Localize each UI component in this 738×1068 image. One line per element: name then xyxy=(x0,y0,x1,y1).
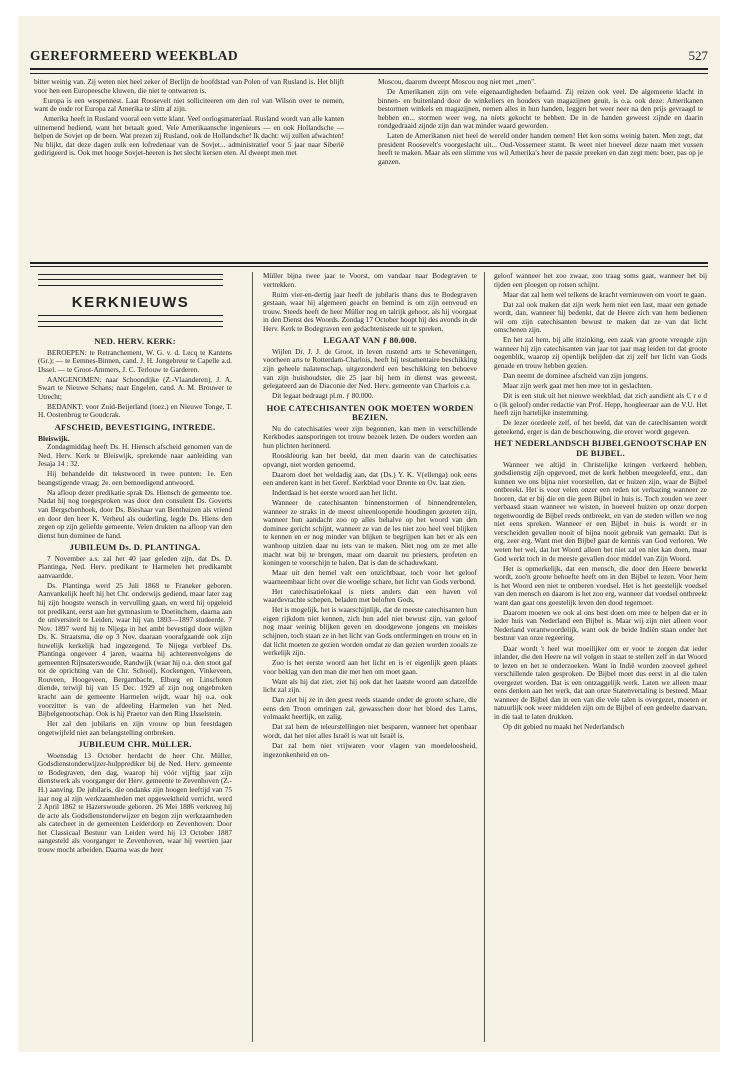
paragraph: Dan ziet hij ze in den geest reeds staande onder de groote schare, die eens den Troon omringen zal, gewasschen door het bloed des Lams, volmaakt heerlijk, en zalig. xyxy=(263,695,477,722)
paragraph: Op dit gebied nu maakt het Nederlandsch xyxy=(503,721,625,731)
paragraph: De Amerikanen zijn om vele eigenaardigheden befaamd. Zij reizen ook veel. De algemeene klacht in binnen- en buitenland door de winkeliers en houders van magazijnen geuit, is o.a. ook deze: Amerikanen bestormen winkels en magazijnen, nemen alles in hun handen, leggen het weer neer na den prijs gevraagd te hebben en... stormen weer weg, na niets gekocht te hebben. De in de handen geweest zijnde en daarin rondgedraaid zijnde zijn dan wat minder waard geworden. xyxy=(378,87,703,131)
section-divider-thin xyxy=(30,266,708,267)
paragraph: Wanneer we altijd in Christelijke kringen verkeerd hebben, godsdienstig zijn opgevoed, met de kerk hebben meegeleefd, enz., dan kunnen we ons bijna niet voorstellen, dat er huizen zijn, waar de Bijbel ontbreekt. Het is voor velen onzer een reden tot verbazing wanneer ze hooren, dat er bij die en die geen Bijbel in huis is. Toch zouden we zeer verbaasd staan wanneer we wisten, in hoeveel huizen op onze dorpen tegenwoordig de Bijbel reeds ontbreekt, en van de steden willen we nog niet eens spreken. Wanneer er een Bijbel in huis is wordt er in verscheiden gevallen nooit of bijna nooit gebruik van gemaakt. Dat is erg, zeer erg. Want met den Bijbel gaat de kennis van God verloren. We weten het wel, dat het Woord alleen het niet zal en niet kan doen, maar God werkt toch in de meeste gevallen door middel van Zijn Woord. xyxy=(494,459,707,563)
paragraph: Europa is een wespennest. Laat Roosevelt niet solliciteeren om den rol van Wilson over te nemen, want de oude rot Europa zal Amerika te slim af zijn. xyxy=(34,95,344,114)
article-column-3 xyxy=(494,272,707,1042)
column-divider xyxy=(484,272,485,1042)
article-heading: NED. HERV. KERK: xyxy=(94,336,176,346)
paragraph: Want als hij dat ziet, ziet hij ook dat het laatste woord aan datzelfde licht zal zijn. xyxy=(263,676,477,695)
paragraph: BEDANKT: voor Zuid-Beijerland (toez.) en Nieuwe Tonge, T. H. Oostenbrug te Goudcrak. xyxy=(38,401,232,420)
paragraph: bitter weinig van. Zij weten niet heel zeker of Berlijn de hoofdstad van Polen of van Rusland is. Het blijft voor hen een Europeesche kluwen, die niet te ontwarren is. xyxy=(34,78,344,95)
article-heading: Bleiswijk. xyxy=(38,433,70,443)
paragraph: Het is mogelijk, het is waarschijnlijk, dat de meeste catechisanten hun eigen rijkdom niet kennen, zich hun adel niet bewust zijn, van geloof nog maar weinig blijken geven en doodgewone jongens en meiskes schijnen, toch staan ze in het licht van Gods ontfermingen en trouw en in dat licht moeten ze gezien worden omdat ze dan gezien worden zooals ze werkelijk zijn. xyxy=(263,605,477,658)
header-rule xyxy=(38,326,223,327)
paragraph: Dat zal hem niet vrijwaren voor vlagen van moedeloosheid, ingezonkenheid en on- xyxy=(263,741,477,759)
paragraph: Het catechisatielokaal is niets anders dan een haven vol waardevrachte schepen, beladen met beloften Gods. xyxy=(263,586,477,605)
header-rule xyxy=(38,274,223,275)
paragraph: Inderdaad is het eerste woord aan het licht. xyxy=(272,488,398,498)
article-heading: HOE CATECHISANTEN OOK MOETEN WORDEN BEZIEN. xyxy=(266,402,474,423)
paragraph: Wanneer de catechisanten binnenstormen of binnendrentelen, wanneer ze straks in de meest uiteenloopende houdingen gezeten zijn, wanneer hun aandacht zoo op alles behalve op het woord van den dominee gericht schijnt, wanneer ze van de les niet zoo heel veel blijken te kennen en er nog minder van blijken te begrijpen kan het er als een wanhoop uitzien daar nu iets van te maken. Niet nog om ze met alle macht wat bij te brengen, maar om daaruit nu priesters, profeten en koningen te voorschijn te halen. Dat is dan de schaduwkant. xyxy=(263,498,477,568)
masthead-rule-thin xyxy=(30,73,708,74)
paragraph: Na afloop dezer predikatie sprak Ds. Hiensch de gemeente toe. Nadat hij nog toegesproken was door den consulent Ds. Goverts van Bergschenhoek, door Ds. Bieshaar van Benthuizen als vriend en door den heer K. Verheul als ouderling, legde Ds. Hiens den zegen op zijn geliefde gemeente. Velen drukten na afloop van den dienst hun dominee de hand. xyxy=(38,487,232,540)
article-heading: LEGAAT VAN ƒ 80.000. xyxy=(323,335,417,346)
header-rule xyxy=(38,279,223,280)
paragraph: Dit is een stuk uit het nieuwe weekblad, dat zich aandient als C r e d o (ik geloof) onder redactie van Prof. Hepp, hoogleeraar aan de V.U. Het heeft zijn hartelijke instemming. xyxy=(494,391,707,418)
column-divider xyxy=(252,272,253,1042)
article-heading: JUBILEUM CHR. MüLLER. xyxy=(78,739,192,750)
paragraph: Het zal den jubilaris en zijn vrouw op hun feestdagen ongetwijfeld niet aan belangstelling ontbreken. xyxy=(38,719,232,737)
paragraph: Dan neemt de dominee afscheid van zijn jongens. xyxy=(503,371,649,381)
masthead-rule xyxy=(30,68,708,70)
article-heading: AFSCHEID, BEVESTIGING, INTREDE. xyxy=(54,421,216,432)
paragraph: 7 November a.s. zal het 40 jaar geleden zijn, dat Ds. D. Plantinga, Ned. Herv. predikant te Harmelen het predikambt aanvaardde. xyxy=(38,553,232,580)
paragraph: Maar uit den hemel valt een onzichtbaar, toch voor het geloof waarneembaar licht over die woelige schare, het licht van Gods verbond. xyxy=(263,568,477,586)
paragraph: BEROEPEN: te Retranchement, W. G. v. d. Lecq te Kantens (Gr.); — te Eemnes-Binnen, cand. J. H. Jongebreur te Capelle a.d. IJssel. — te Groot-Ammers, J. C. Terlouw te Garderen. xyxy=(38,347,232,374)
paragraph: Laten de Amerikanen niet heel de wereld onder handen nemen! Het kon soms weinig baten. Men zegt, dat president Roosevelt's voorgeslacht uit... Oud-Vossemeer stamt. Ik weet niet hoeveel deze naam met vossen heeft te maken. Maar als een slimme vos wil Amerika's heer de passie preeken en dan zegt men: boer, pas op je ganzen. xyxy=(378,131,703,166)
top-article-column-1 xyxy=(34,78,344,206)
article-column-1 xyxy=(38,334,232,1042)
paragraph: Daarom moeten we ook al ons best doen om mee te helpen dat er in ieder huis van Nederland een Bijbel is. Maar wij zijn niet alleen voor Nederland verantwoordelijk, want ook de beide Indiën staan onder het bestuur van onze regeering. xyxy=(494,607,707,643)
paragraph: Dat zal hem de teleurstellingen niet besparen, wanneer het openbaar wordt, dat het niet alles Israël is wat uit Israël is. xyxy=(263,722,477,740)
article-heading: JUBILEUM Ds. D. PLANTINGA. xyxy=(69,542,201,553)
paragraph: Dat zal ook maken dat zijn werk hem niet een last, maar een genade wordt, dan, wanneer hij bedenkt, dat de Heere zich van hem bedienen wil om zijn catechisanten bewust te maken dat ze van dat licht omschenen zijn. xyxy=(494,299,707,335)
paragraph: Rooskleurig kan het beeld, dat men daarin van de catechisaties opvangt, niet worden genoemd. xyxy=(263,451,477,469)
paragraph: Müller bijna twee jaar te Voorst, om vandaar naar Bodegraven te vertrekken. xyxy=(263,272,477,289)
paragraph: geloof wanneer het zoo zwaar, zoo traag soms gaat, wanneer het bij tijden een ploegen op rotsen schijnt. xyxy=(494,272,707,289)
kerknieuws-header xyxy=(38,272,223,328)
paragraph: Daar wordt 't heel wat moeilijker om er voor te zorgen dat ieder inlander, die den Heere na wil volgen in staat te stellen zelf in dat Woord te lezen en het te onderzoeken. Want in Indië worden zooveel geheel verschillende talen gesproken. De Bijbel moet dus eerst in al die talen overgezet worden. Dat is een ontzaggelijk werk. Laten we alleen maar eens denken aan het werk, dat aan onze Statenvertaling is besteed. Maar wanneer de Bijbel dan in een van die vele talen is overgezet, moeten er natuurlijk ook weer middelen zijn om de Bijbel of een gedeelte daarvan, in die taal te laten drukken. xyxy=(494,643,707,721)
paragraph: Zoo is het eerste woord aan het licht en is er eigenlijk geen plaats voor beklag van den man die met hen om moet gaan. xyxy=(263,658,477,676)
paragraph: Wijlen Dr. J. J. de Groot, in leven rustend arts te Scheveningen, voorheen arts te Rotterdam-Charlois, heeft bij testamentaire beschikking zijn geheele nalatenschap, uitgezonderd een beschikking ten behoeve van zijn huishoudster, die 25 jaar bij hem in dienst was geweest, gelegateerd aan de Diaconie der Ned. Herv. gemeente van Charlois c.a. xyxy=(263,346,477,391)
newspaper-page xyxy=(18,16,720,1052)
article-column-2 xyxy=(263,272,477,1042)
paragraph: En het zal hem, bij alle inzinking, een zaak van groote vreugde zijn wanneer hij zijn catechisanten van jaar tot jaar mag leiden tot dat groote oogenblik, waarop zij openlijk belijden dat zij zelf het licht van Gods genade en trouw hebben gezien. xyxy=(494,335,707,370)
section-title: KERKNIEUWS xyxy=(71,294,190,311)
paragraph: Ds. Plantinga werd 25 Juli 1868 te Franeker geboren. Aanvankelijk heeft hij het Chr. onderwijs gediend, maar later zag hij zijn hoogste wensch in vervulling gaan, en werd hij opgeleid tot predikant, eerst aan het gymnasium te Doetinchem, daarna aan de universiteit te Leiden, waar hij van 1893—1897 studeerde. 7 Nov. 1897 werd hij te Nijega in het ambt bevestigd door wijlen Ds. K. Straatsma, die op 3 Nov. daaraan voorafgaande ook zijn huwelijk kerkelijk had ingezegend. Te Nijega verbleef Ds. Plantinga ongeveer 4 jaren, waarna hij achtereenvolgens de gemeenten Rijnsaterswoude, Randwijk (waar hij o.a. den stoot gaf tot de oprichting van de Chr. School), Kockengen, Vinkeveen, Rouveen, Hoogeveen, Bergambacht, Elburg en Linschoten diende, terwijl hij van 15 Dec. 1929 af zijn nog ongebroken kracht aan de gemeente Harmelen wijdt, waar hij o.a. ook voorzitter is van de afdeeling Harmelen van het Ned. Bijbelgenootschap. Ook is hij Praetor van den Ring IJsselstein. xyxy=(38,580,232,719)
top-article-column-2 xyxy=(378,78,703,206)
paragraph: AANGENOMEN: naar Schoondijke (Z.-Vlaanderen), J. A. Swart te Nieuwe Schans; naar Engelen, cand. A. M. Brouwer te Utrecht; xyxy=(38,374,232,401)
masthead xyxy=(30,44,708,66)
paragraph: Maar dat zal hem wel telkens de kracht vernieuwen om voort te gaan. xyxy=(503,289,707,299)
header-rule xyxy=(38,285,223,286)
paragraph: Zondagmiddag heeft Ds. H. Hiensch afscheid genomen van de Ned. Herv. Kerk te Bleiswijk, sprekende naar aanleiding van Jesaja 14 : 32. xyxy=(38,442,232,469)
paragraph: Hij behandelde dit tekstwoord in twee punten: 1e. Een beangstigende vraag; 2e. een bemoedigend antwoord. xyxy=(38,469,232,487)
paragraph: Woensdag 13 October herdacht de heer Chr. Müller, Godsdienstonderwijzer-hulpprediker bij de Ned. Herv. gemeente te Bodegraven, den dag, waarop hij vóór vijftig jaar zijn dienstwerk als voorganger der Herv. gemeente te Zevenhoven (Z.-H.) aanving. De jubilaris, die ondanks zijn hoogen leeftijd van 75 jaar nog al zijn werkzaamheden met opgewektheid verricht, werd 2 April 1862 te Hazerswoude geboren. 26 Mei 1886 verkreeg hij de acte als Godsdienstonderwijzer en begon zijn werkzaamheden als catecheet in de gemeenten Leiderdorp en Zevenhoven. Door het Classicaal Bestuur van Leiden werd hij 13 October 1887 aangesteld als voorganger te Zevenhoven, waar hij veertien jaar trouw mocht arbeiden. Daarna was de heer xyxy=(38,750,232,854)
paragraph: Moscou, daarom dweept Moscou nog niet met „men". xyxy=(378,78,537,86)
paragraph: Ruim vier-en-dertig jaar heeft de jubilaris thans dus te Bodegraven gestaan, waar hij algemeen geacht en bemind is om zijn eenvoud en trouw. Steeds heeft de heer Müller nog en talrijk gehoor, als hij voorgaat in den Dienst des Woords. Zondag 17 October hoopt hij des avonds in de Herv. Kerk te Bodegraven een gedachtenisrede uit te spreken. xyxy=(263,289,477,333)
paragraph: Nu de catechisaties weer zijn begonnen, kan men in verschillende Kerkbodes aansporingen tot trouw bezoek lezen. De ouders worden aan hun plichten herinnerd. xyxy=(263,423,477,450)
paragraph: Het is opmerkelijk, dat een mensch, die door den Heere bewerkt wordt, zoo'n groote behoefte heeft om in den Bijbel te lezen. Voor hem is het Woord een niet te ontberen voedsel. Het is het geestelijk voedsel van den mensch en daarom is het zoo erg, wanneer dat voedsel ontbreekt want dan gaat ons geestelijk leven den dood tegemoet. xyxy=(494,563,707,607)
paragraph: Dit legaat bedraagt pl.m. ƒ 80.000. xyxy=(272,391,374,401)
publication-title: GEREFORMEERD WEEKBLAD xyxy=(30,48,239,63)
paragraph: De lezer oordeele zelf, of het beeld, dat van de catechisanten wordt geteekend, erger is dan de beschouwing, die erover wordt gegeven. xyxy=(494,418,707,436)
paragraph: Daarom doet het weldadig aan, dat (Ds.) Y. K. V(ellenga) ook eens een anderen kant in het Geref. Kerkblad voor Drente en Ov. laat zien. xyxy=(263,469,477,488)
article-heading: HET NEDERLANDSCH BIJBELGENOOTSCHAP EN DE BIJBEL. xyxy=(494,438,707,458)
header-rule xyxy=(38,315,223,316)
paragraph: Amerika heeft in Rusland vooral een vette klant. Veel oorlogsmateriaal. Rusland wordt van alle kanten uitnemend bediend, want het betaalt goed. Vele Amerikaansche ingenieurs — en ook Hollandsche — helpen de Sovjet op de been. Wat prezen zij Rusland, ook de Hollandsche! Ik dacht: wij zullen afwachten! Nu blijkt, dat deze dagen zulk een lofredenaar van de Sovjet... administratief voor 5 jaar naar Siberië gedirigeerd is. Ook met hooge Sovjet-heeren is het slecht kersen eten. Al dweept men met xyxy=(34,114,344,158)
paragraph: Maar zijn werk gaat met hen mee tot in geslachten. xyxy=(503,381,653,391)
section-divider xyxy=(30,262,708,264)
header-rule xyxy=(38,321,223,322)
page-number: 527 xyxy=(688,48,708,63)
